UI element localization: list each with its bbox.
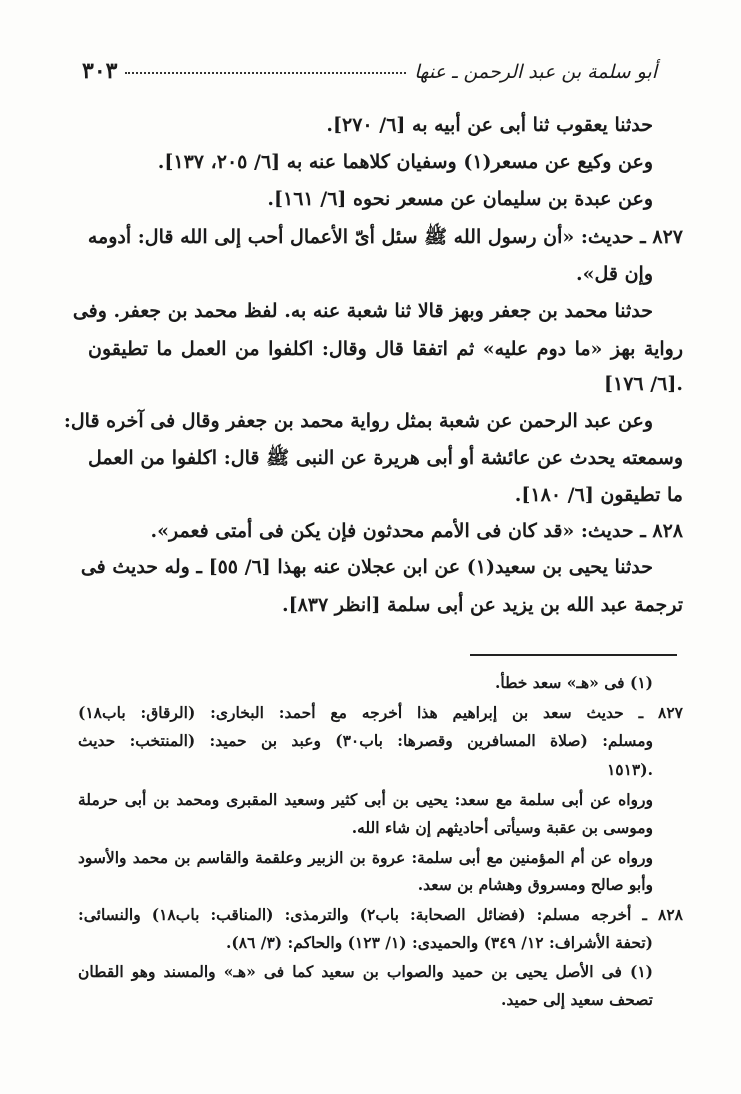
text-line: حدثنا يعقوب ثنا أبى عن أبيه به [٦/ ٢٧٠]. [326, 114, 653, 136]
text-line: وعن عبدة بن سليمان عن مسعر نحوه [٦/ ١٦١]. [267, 188, 653, 210]
header-leader-dots [125, 72, 406, 74]
footnote-line: (١) فى «هـ» سعد خطأ. [494, 673, 653, 692]
text-line: وعن عبد الرحمن عن شعبة بمثل رواية محمد بن جعفر وقال فى آخره قال: [63, 410, 653, 432]
text-line: حدثنا محمد بن جعفر وبهز قالا ثنا شعبة عنه به. لفظ محمد بن جعفر. وفى [72, 300, 653, 322]
footnote-line: ٨٢٧ ـ حديث سعد بن إبراهيم هذا أخرجه مع أحمد: البخارى: (الرقاق: باب١٨) [78, 703, 683, 722]
footnote-line: ٨٢٨ ـ أخرجه مسلم: (فضائل الصحابة: باب٢) والترمذى: (المناقب: باب١٨) والنسائى: [78, 905, 683, 924]
text-line: ما تطيقون [٦/ ١٨٠]. [514, 484, 683, 506]
footnote-line: ١٥١٣). [606, 760, 653, 779]
footnote-line: ورواه عن أم المؤمنين مع أبى سلمة: عروة بن الزبير وعلقمة والقاسم بن محمد والأسود [78, 848, 653, 867]
footnote-line: ومسلم: (صلاة المسافرين وقصرها: باب٣٠) وعبد بن حميد: (المنتخب: حديث [78, 731, 653, 750]
text-line: وعن وكيع عن مسعر(١) وسفيان كلاهما عنه به [٦/ ٢٠٥، ١٣٧]. [157, 151, 653, 173]
hadith-heading-827: ٨٢٧ ـ حديث: «أن رسول الله ﷺ سئل أىّ الأعمال أحب إلى الله قال: أدومه [87, 226, 683, 248]
footnote-line: (١) فى الأصل يحيى بن حميد والصواب بن سعيد كما فى «هـ» والمسند وهو القطان [78, 962, 653, 981]
text-line: رواية بهز «ما دوم عليه» ثم اتفقا قال وقال: اكلفوا من العمل ما تطيقون [88, 338, 683, 360]
hadith-heading-828: ٨٢٨ ـ حديث: «قد كان فى الأمم محدثون فإن يكن فى أمتى فعمر». [150, 520, 683, 542]
text-line: حدثنا يحيى بن سعيد(١) عن ابن عجلان عنه بهذا [٦/ ٥٥] ـ وله حديث فى [80, 556, 653, 578]
footnote-line: ورواه عن أبى سلمة مع سعد: يحيى بن أبى كثير وسعيد المقبرى ومحمد بن أبى حرملة [78, 790, 653, 809]
running-header [82, 58, 657, 88]
text-line: وإن قل». [576, 263, 653, 285]
footnote-line: (تحفة الأشراف: ١٢/ ٣٤٩) والحميدى: (١/ ١٢٣) والحاكم: (٣/ ٨٦). [226, 933, 653, 952]
header-title: أبو سلمة بن عبد الرحمن ـ عنها [414, 61, 657, 83]
page-number: ٣٠٣ [82, 58, 118, 84]
footnote-line: تصحف سعيد إلى حميد. [501, 990, 653, 1009]
text-line: ترجمة عبد الله بن يزيد عن أبى سلمة [انظر ٨٣٧]. [281, 594, 683, 616]
text-line: وسمعته يحدث عن عائشة أو أبى هريرة عن النبى ﷺ قال: اكلفوا من العمل [88, 447, 683, 469]
text-line: [٦/ ١٧٦]. [603, 373, 683, 395]
footnote-line: وموسى بن عقبة وسيأتى أحاديثهم إن شاء الله. [351, 818, 653, 837]
footnote-divider [470, 654, 677, 656]
footnote-line: وأبو صالح ومسروق وهشام بن سعد. [417, 875, 653, 894]
